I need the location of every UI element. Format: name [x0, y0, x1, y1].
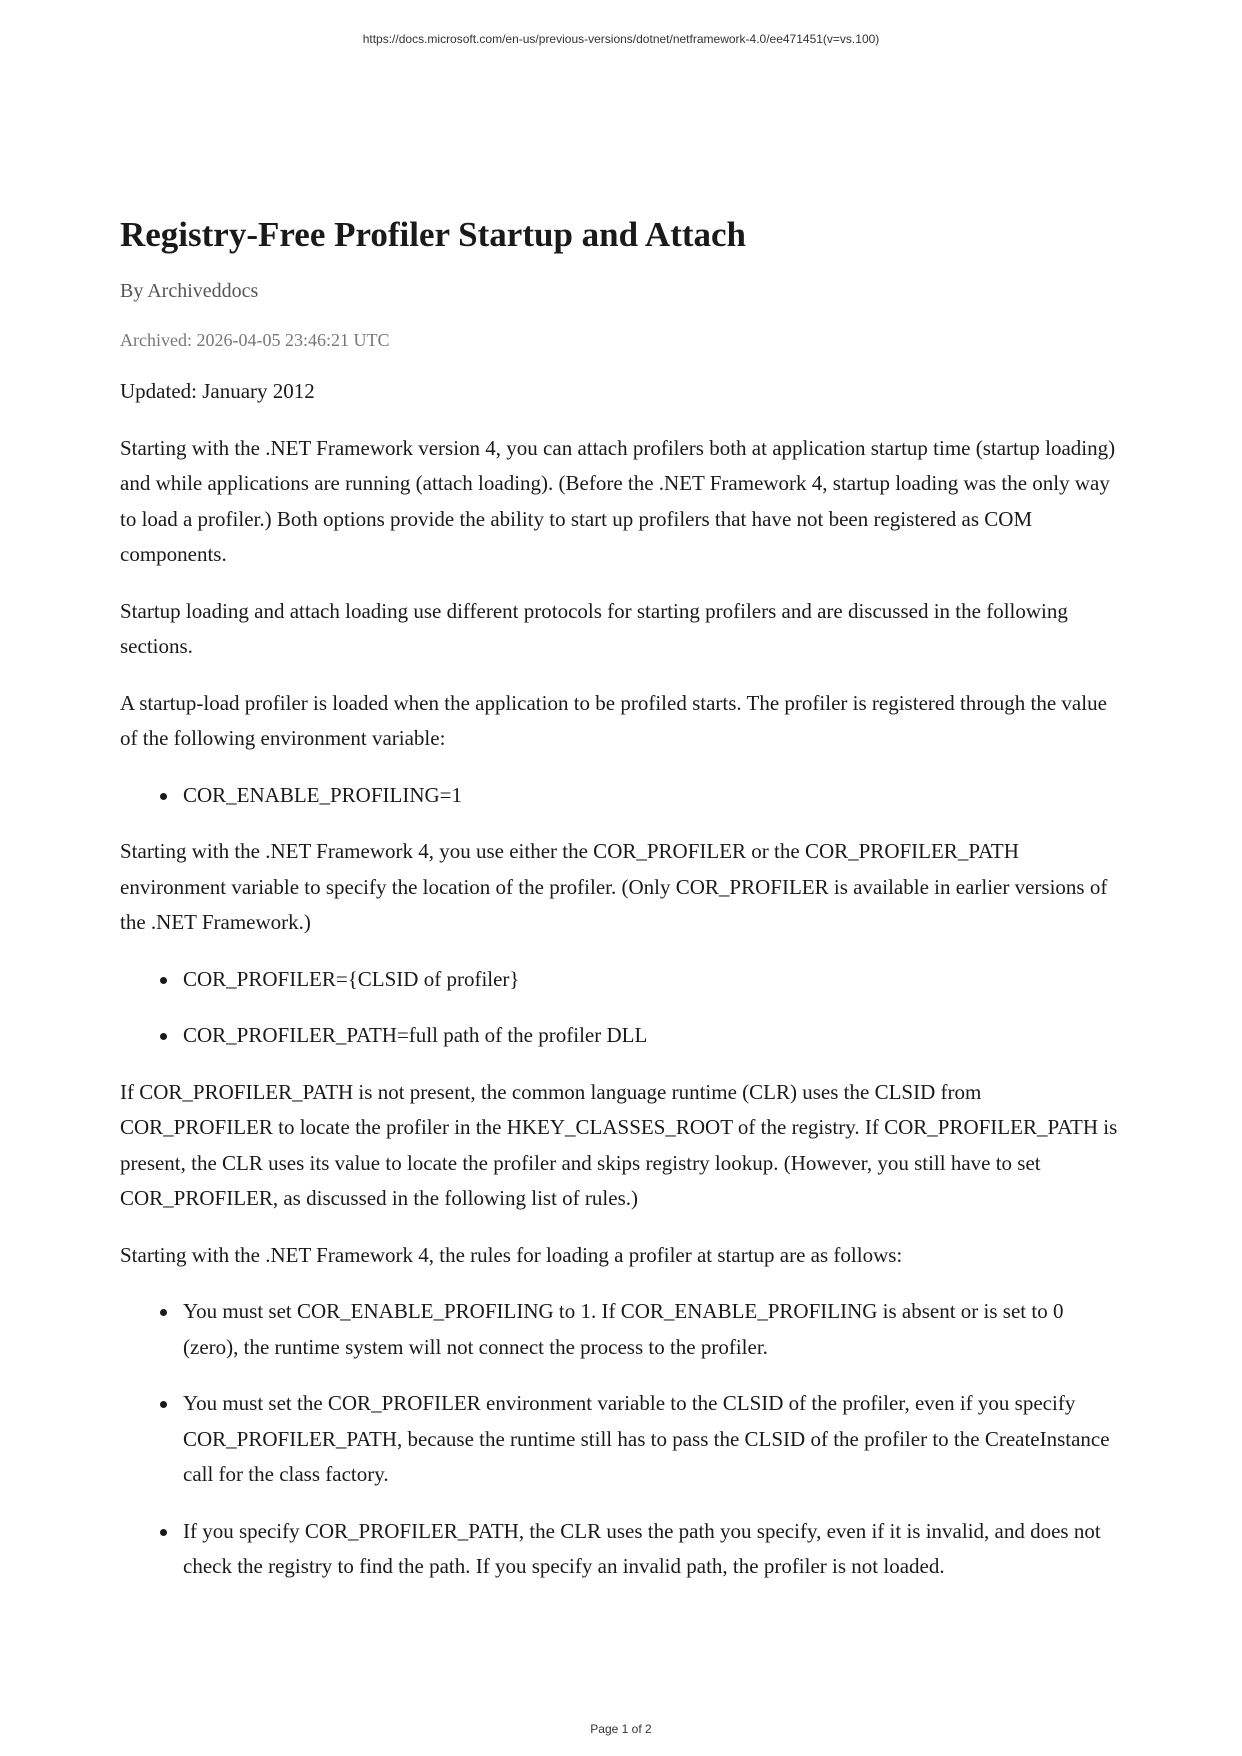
- bullet-icon: [160, 1401, 167, 1408]
- updated-date: Updated: January 2012: [120, 379, 315, 403]
- bullet-icon: [160, 793, 167, 800]
- bullet-icon: [160, 1309, 167, 1316]
- env-variable-list: [120, 778, 1122, 814]
- list-item-text: If you specify COR_PROFILER_PATH, the CLR uses the path you specify, even if it is invalid, and does not check the registry to find the path. If you specify an invalid path, the profiler is not loaded.: [183, 1518, 1101, 1578]
- page-url: https://docs.microsoft.com/en-us/previous-versions/dotnet/netframework-4.0/ee471451(v=vs.100): [362, 32, 880, 46]
- archived-timestamp: Archived: 2026-04-05 23:46:21 UTC: [120, 330, 390, 350]
- list-item-text: You must set COR_ENABLE_PROFILING to 1. If COR_ENABLE_PROFILING is absent or is set to 0 (zero), the runtime system will not connect the process to the profiler.: [183, 1299, 1064, 1359]
- bullet-icon: [160, 1033, 167, 1040]
- paragraph-clsid-lookup: If COR_PROFILER_PATH is not present, the common language runtime (CLR) uses the CLSID from COR_PROFILER to locate the profiler in the HKEY_CLASSES_ROOT of the registry. If COR_PROFILER_PATH is present, the CLR uses its value to locate the profiler and skips registry lookup. (However, you still have to set COR_PROFILER, as discussed in the following list of rules.): [120, 1079, 1118, 1210]
- paragraph-intro: Starting with the .NET Framework version 4, you can attach profilers both at application startup time (startup loading) and while applications are running (attach loading). (Before the .NET Framework 4, startup loading was the only way to load a profiler.) Both options provide the ability to start up profilers that have not been registered as COM components.: [120, 435, 1116, 566]
- bullet-icon: [160, 1529, 167, 1536]
- list-item-text: COR_ENABLE_PROFILING=1: [183, 782, 463, 807]
- list-item: [183, 962, 1122, 998]
- list-item: [183, 1514, 1122, 1585]
- page-number: Page 1 of 2: [590, 1722, 652, 1736]
- rules-list: [120, 1294, 1122, 1585]
- bullet-icon: [160, 977, 167, 984]
- list-item: [183, 1386, 1122, 1493]
- list-item-text: COR_PROFILER_PATH=full path of the profiler DLL: [183, 1023, 648, 1047]
- paragraph-startup-load: A startup-load profiler is loaded when the application to be profiled starts. The profiler is registered through the value of the following environment variable:: [120, 690, 1107, 750]
- profiler-variable-list: [120, 962, 1122, 1054]
- paragraph-protocols: Startup loading and attach loading use different protocols for starting profilers and are discussed in the following sections.: [120, 598, 1068, 658]
- list-item: [183, 778, 1122, 814]
- author-byline: By Archiveddocs: [120, 280, 259, 302]
- list-item-text: COR_PROFILER={CLSID of profiler}: [183, 966, 520, 991]
- page-title: Registry-Free Profiler Startup and Attach: [120, 215, 747, 254]
- paragraph-profiler-location: Starting with the .NET Framework 4, you use either the COR_PROFILER or the COR_PROFILER_PATH environment variable to specify the location of the profiler. (Only COR_PROFILER is available in earlier versions of the .NET Framework.): [120, 839, 1108, 934]
- list-item-text: You must set the COR_PROFILER environment variable to the CLSID of the profiler, even if you specify COR_PROFILER_PATH, because the runtime still has to pass the CLSID of the profiler to the CreateInstance call for the class factory.: [183, 1391, 1110, 1486]
- list-item: [183, 1294, 1122, 1365]
- article: [120, 213, 1122, 1585]
- paragraph-rules-intro: Starting with the .NET Framework 4, the rules for loading a profiler at startup are as follows:: [120, 1242, 903, 1267]
- list-item: [183, 1018, 1122, 1054]
